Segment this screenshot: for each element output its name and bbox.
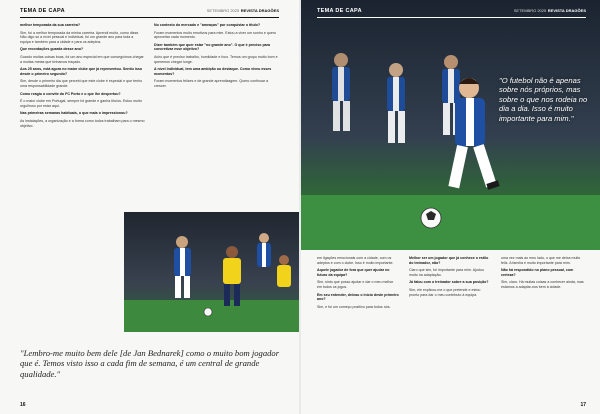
- interview-question: Dizer também que quer estar "no grande ano". O que é preciso para concretizar esse objetivo?: [154, 42, 271, 52]
- section-tag: TEMA DE CAPA: [20, 8, 65, 14]
- section-tag-right: TEMA DE CAPA: [317, 8, 362, 14]
- page-number-right: 17: [580, 402, 586, 408]
- header-rule-right: [317, 17, 586, 18]
- interview-answer: As instalações, a organização e a forma como todos trabalham para o mesmo objetivo.: [20, 118, 145, 128]
- interview-answer: Sim, sinto que posso ajudar e dar o meu melhor em todos os jogos.: [317, 280, 394, 289]
- interview-answer: Foram momentos felizes e de grande aprendizagem. Quero continuar a crescer.: [154, 79, 269, 88]
- text-column-r3: [501, 256, 585, 396]
- issue-date-right: SETEMBRO 2025: [513, 8, 547, 13]
- interview-question: Nas primeiras semanas habituais, o que mais o impressionou?: [20, 111, 128, 116]
- match-photo-right: [301, 0, 600, 250]
- interview-answer: Claro que sim, foi importante para mim. Ajudou muito na adaptação.: [409, 268, 484, 277]
- interview-question: Como reagiu o convite do FC Porto e o que lhe despertou?: [20, 91, 121, 96]
- interview-answer: uma vez mais ao meu lado, o que me deixa muito feliz. A família é muito importante para mim.: [501, 256, 581, 265]
- interview-question: Aquele jogador de fora que quer ajudar no futuro da equipa?: [317, 268, 390, 277]
- interview-answer: em ligações emocionais com a cidade, com os adeptos e com o clube. Isso é muito importante.: [317, 256, 394, 265]
- interview-answer: Foram momentos muito emotivos para mim. Estou a viver um sonho e quero aproveitar cada momento.: [154, 30, 277, 40]
- pull-quote-right: "O futebol não é apenas sobre nós próprios, mas sobre o que nos rodeia no dia a dia. Isso é muito importante para mim.": [499, 76, 588, 123]
- right-page: [301, 0, 600, 414]
- interview-question: Aos 25 anos, está agora no maior clube que já representou. Sentiu isso desde o primeiro segundo?: [20, 67, 143, 76]
- header-info: [207, 7, 279, 15]
- issue-date: SETEMBRO 2025: [206, 8, 240, 13]
- interview-question: Não há respondido no plano pessoal, com certeza?: [501, 268, 574, 277]
- magazine-name: REVISTA DRAGÕES: [240, 8, 279, 13]
- match-photo-left: [124, 212, 299, 332]
- interview-question: Que recordações guarda desse ano?: [20, 47, 84, 52]
- interview-question: Já falou com o treinador sobre a sua posição?: [409, 280, 489, 285]
- interview-answer: Sim, claro. Há muitas coisas a conhecer ainda, mas estamos a adaptar-nos bem à cidade.: [501, 280, 584, 289]
- interview-question: Em seu entender, deixou o início deste primeiro ano?: [317, 292, 399, 302]
- interview-question: No contexto do mercado e "ameaças" por conquistar o título?: [154, 23, 261, 27]
- left-page: [0, 0, 299, 414]
- interview-answer: Acho que é preciso trabalho, humildade e foco. Temos um grupo muito bom e queremos chegar longe.: [154, 54, 278, 64]
- text-column-r1: [317, 256, 399, 396]
- interview-answer: Sim, foi a melhor temporada da minha carreira. Aprendi muito, como disse. Não digo só a nível pessoal e individual, foi um grande ano para toda a equipa e também para a cidade e para os adeptos.: [20, 30, 140, 44]
- interview-answer: Sim, desde o primeiro dia que percebi que este clube é especial e que tenho uma responsabilidade grande.: [20, 79, 143, 88]
- page-number-left: 16: [20, 402, 26, 408]
- interview-answer: É o maior clube em Portugal, sempre foi grande e ganha títulos. Estou muito orgulhoso por estar aqui.: [20, 99, 142, 108]
- text-column-2: [154, 23, 279, 203]
- header-info-right: [514, 7, 586, 15]
- interview-answer: Sim, e foi um começo positivo para todos nós.: [317, 304, 391, 309]
- interview-question: melhor temporada da sua carreira?: [20, 23, 81, 27]
- magazine-name-right: REVISTA DRAGÕES: [547, 8, 586, 13]
- interview-question: Melhor ser um jogador que já conhece o estilo do treinador, não?: [409, 256, 489, 265]
- interview-question: A nível individual, tem uma ambição ou destaque. Como viveu esses momentos?: [154, 67, 272, 76]
- interview-answer: Guardo muitas coisas boas, foi um ano especial em que conseguimos chegar a muitas metas que tínhamos traçado.: [20, 54, 144, 64]
- text-column-r2: [409, 256, 491, 396]
- interview-answer: Sim, ele explicou-me o que pretende e estou pronto para dar o meu contributo à equipa.: [409, 287, 481, 297]
- header-rule: [20, 17, 279, 18]
- pull-quote-left: "Lembro-me muito bem dele [de Jan Bednarek] como o muito bom jogador que é. Temos visto isso a cada fim de semana, é um central de grande qualidade.": [20, 348, 280, 379]
